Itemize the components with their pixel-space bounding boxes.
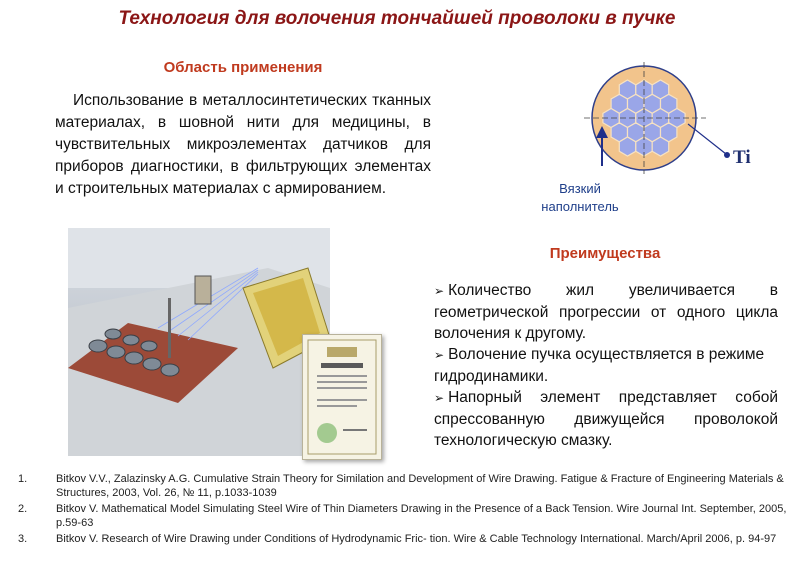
advantage-item (434, 387, 778, 451)
reference-item (18, 502, 788, 530)
patent-illustration (303, 335, 381, 459)
equipment-illustration (68, 228, 330, 456)
reference-item (18, 532, 788, 546)
advantage-text: Количество жил увеличивается в геометрической прогрессии от одного цикла волочения к другому. (434, 282, 778, 342)
application-text: Использование в металлосинтетических тканных материалах, в шовной нити для медицины, в чувствительных микроэлементах датчиков для приборов диагностики, в фильтрующих элементах и строительных материалах с армированием. (55, 92, 431, 197)
arrow-bullet-icon: ➢ (434, 348, 445, 362)
ti-pointer-line (688, 124, 726, 154)
reference-text: Bitkov V. Research of Wire Drawing under Conditions of Hydrodynamic Fric- tion. Wire & Cable Technology International. March/April 2006, p. 94-97 (56, 533, 777, 545)
application-heading: Область применения (163, 59, 323, 76)
arrow-bullet-icon: ➢ (434, 284, 445, 298)
reference-number: 2. (18, 503, 28, 515)
reference-number: 1. (18, 473, 28, 485)
filler-label (520, 180, 640, 216)
advantage-item (434, 280, 778, 344)
filler-label-line1: Вязкий (559, 181, 601, 196)
advantages-heading: Преимущества (549, 245, 661, 262)
reference-item (18, 472, 788, 500)
reference-number: 3. (18, 533, 28, 545)
ti-label: Ti (733, 147, 751, 168)
advantage-text: Волочение пучка осуществляется в режиме гидродинамики. (434, 346, 765, 385)
reference-text: Bitkov V.V., Zalazinsky A.G. Cumulative Strain Theory for Similation and Development of Wire Drawing. Fatigue & Fracture of Engineering Materials & Structures, 2003, Vol. 26, № 11, p.1033-1039 (56, 473, 784, 499)
advantage-item (434, 344, 778, 387)
advantage-text: Напорный элемент представляет собой спрессованную движущейся проволокой технологическую смазку. (434, 389, 778, 449)
advantages-list (434, 280, 778, 451)
arrow-bullet-icon: ➢ (434, 391, 445, 405)
wire-cell (652, 137, 669, 156)
patent-certificate (302, 334, 382, 460)
ti-pointer-dot (724, 152, 730, 158)
reference-text: Bitkov V. Mathematical Model Simulating Steel Wire of Thin Diameters Drawing in the Presence of a Back Tension. Wire Journal Int. September, 2005, p.59-63 (56, 503, 787, 529)
wire-bundle-diagram (580, 62, 740, 182)
page-title: Технология для волочения тончайшей проволоки в пучке (118, 8, 676, 29)
filler-label-line2: наполнитель (541, 199, 619, 214)
drawing-equipment-photo (68, 228, 330, 456)
wire-cell (619, 137, 636, 156)
references-list (18, 472, 788, 548)
